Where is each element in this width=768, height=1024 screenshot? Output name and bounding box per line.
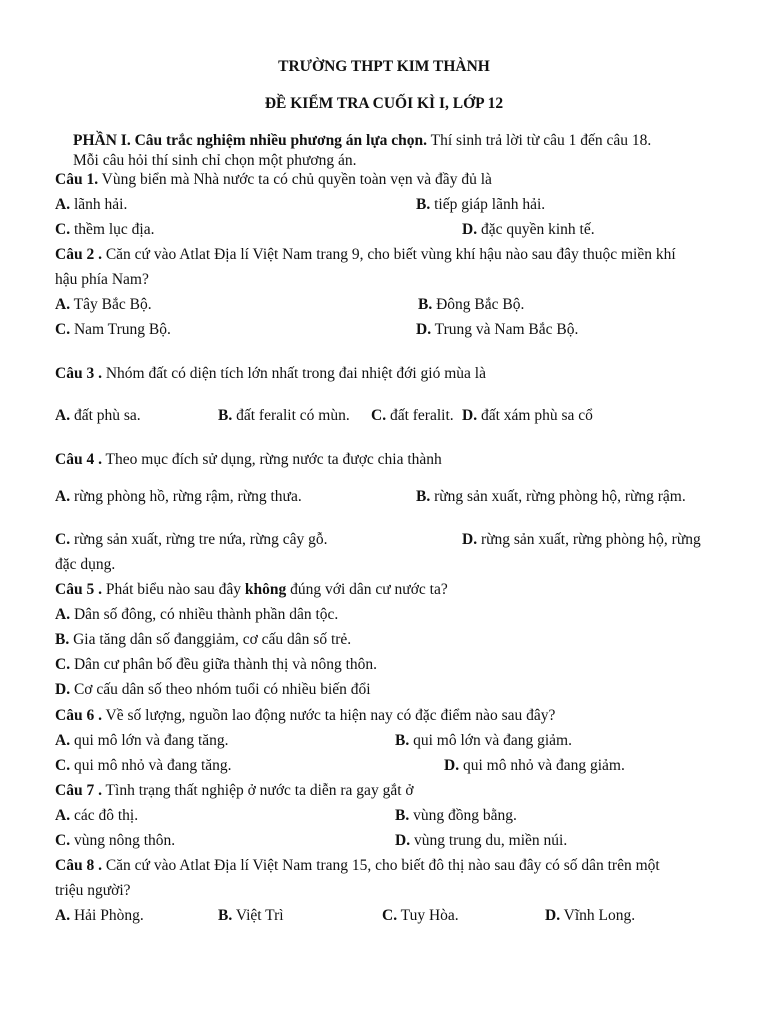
option-key: D.	[416, 321, 432, 338]
option-6b	[395, 731, 572, 751]
question-8	[55, 856, 660, 876]
option-key: D.	[545, 907, 561, 924]
option-text: qui mô nhỏ và đang giảm.	[459, 757, 625, 774]
question-label: Câu 1.	[55, 171, 99, 188]
option-key: A.	[55, 807, 71, 824]
option-text: Tuy Hòa.	[397, 907, 459, 924]
option-text: qui mô lớn và đang tăng.	[70, 732, 229, 749]
option-3d	[462, 406, 593, 426]
option-6c	[55, 756, 232, 776]
school-name: TRƯỜNG THPT KIM THÀNH	[278, 58, 490, 75]
option-key: C.	[55, 221, 71, 238]
option-5b	[55, 630, 351, 650]
section-heading	[73, 131, 651, 151]
option-text: Dân số đông, có nhiều thành phần dân tộc.	[70, 606, 339, 623]
option-key: B.	[395, 732, 410, 749]
option-key: D.	[462, 407, 478, 424]
question-4	[55, 450, 442, 470]
question-7	[55, 781, 414, 801]
option-text: tiếp giáp lãnh hải.	[430, 196, 546, 213]
question-text: Theo mục đích sử dụng, rừng nước ta được chia thành	[101, 451, 442, 468]
option-key: A.	[55, 907, 71, 924]
option-6d	[444, 756, 625, 776]
option-text: rừng phòng hồ, rừng rậm, rừng thưa.	[70, 488, 302, 505]
section-heading-bold: PHẦN I. Câu trắc nghiệm nhiều phương án lựa chọn.	[73, 132, 428, 149]
option-1a	[55, 195, 127, 215]
option-text: Cơ cấu dân số theo nhóm tuổi có nhiều biến đổi	[70, 681, 371, 698]
question-2	[55, 245, 676, 265]
option-key: A.	[55, 196, 71, 213]
option-text: vùng trung du, miền núi.	[410, 832, 568, 849]
option-8d	[545, 906, 635, 926]
option-4b	[416, 487, 686, 507]
option-key: C.	[55, 321, 71, 338]
question-label: Câu 8 .	[55, 857, 102, 874]
option-text: Dân cư phân bố đều giữa thành thị và nông thôn.	[70, 656, 378, 673]
option-2d	[416, 320, 578, 340]
question-6	[55, 706, 555, 726]
question-label: Câu 4 .	[55, 451, 102, 468]
option-key: A.	[55, 606, 71, 623]
option-text: Vĩnh Long.	[560, 907, 636, 924]
option-text: đất xám phù sa cổ	[477, 407, 593, 424]
option-3a	[55, 406, 141, 426]
question-label: Câu 7 .	[55, 782, 102, 799]
option-text: Tây Bắc Bộ.	[70, 296, 152, 313]
option-key: B.	[218, 907, 233, 924]
option-key: A.	[55, 732, 71, 749]
section-instruction-2: Mỗi câu hỏi thí sinh chỉ chọn một phương án.	[73, 152, 357, 169]
option-key: C.	[371, 407, 387, 424]
question-8-cont: triệu người?	[55, 882, 131, 899]
option-text: qui mô nhỏ và đang tăng.	[70, 757, 232, 774]
option-7a	[55, 806, 138, 826]
question-text: Căn cứ vào Atlat Địa lí Việt Nam trang 9, cho biết vùng khí hậu nào sau đây thuộc miền khí	[101, 246, 676, 263]
option-text: đặc quyền kinh tế.	[477, 221, 595, 238]
option-text: thềm lục địa.	[70, 221, 155, 238]
question-label: Câu 6 .	[55, 707, 102, 724]
option-5a	[55, 605, 338, 625]
option-3b	[218, 406, 350, 426]
option-3c	[371, 406, 454, 426]
option-text: Đông Bắc Bộ.	[432, 296, 525, 313]
option-text: đất feralit có mùn.	[232, 407, 350, 424]
question-1	[55, 170, 492, 190]
option-key: B.	[416, 488, 431, 505]
option-key: D.	[395, 832, 411, 849]
option-key: D.	[444, 757, 460, 774]
option-text: lãnh hải.	[70, 196, 128, 213]
option-key: D.	[55, 681, 71, 698]
option-key: C.	[55, 832, 71, 849]
option-text: vùng nông thôn.	[70, 832, 176, 849]
option-key: B.	[418, 296, 433, 313]
option-4a	[55, 487, 302, 507]
option-key: A.	[55, 296, 71, 313]
option-4d	[462, 530, 701, 550]
question-text: Vùng biển mà Nhà nước ta có chủ quyền toàn vẹn và đầy đủ là	[98, 171, 492, 188]
option-text: rừng sản xuất, rừng tre nứa, rừng cây gỗ.	[70, 531, 328, 548]
option-text: các đô thị.	[70, 807, 139, 824]
option-1b	[416, 195, 545, 215]
question-text: Tình trạng thất nghiệp ở nước ta diễn ra gay gắt ở	[101, 782, 414, 799]
option-5c	[55, 655, 377, 675]
option-text: vùng đồng bằng.	[409, 807, 517, 824]
option-key: C.	[382, 907, 398, 924]
option-text: đất phù sa.	[70, 407, 141, 424]
option-key: C.	[55, 531, 71, 548]
option-key: A.	[55, 407, 71, 424]
option-text: Gia tăng dân số đanggiảm, cơ cấu dân số trẻ.	[69, 631, 352, 648]
question-text-emphasis: không	[244, 581, 287, 598]
section-instruction-1: Thí sinh trả lời từ câu 1 đến câu 18.	[427, 132, 652, 149]
option-7b	[395, 806, 517, 826]
question-5	[55, 580, 448, 600]
question-text: Nhóm đất có diện tích lớn nhất trong đai nhiệt đới gió mùa là	[101, 365, 486, 382]
option-7d	[395, 831, 567, 851]
option-key: C.	[55, 757, 71, 774]
question-2-cont: hậu phía Nam?	[55, 271, 149, 288]
option-key: A.	[55, 488, 71, 505]
option-1d	[462, 220, 595, 240]
question-label: Câu 3 .	[55, 365, 102, 382]
option-text: qui mô lớn và đang giảm.	[409, 732, 572, 749]
option-text: đất feralit.	[386, 407, 454, 424]
option-key: B.	[416, 196, 431, 213]
option-8c	[382, 906, 459, 926]
exam-title: ĐỀ KIỂM TRA CUỐI KÌ I, LỚP 12	[264, 95, 504, 112]
question-3	[55, 364, 486, 384]
option-1c	[55, 220, 154, 240]
question-text-pre: Phát biểu nào sau đây	[101, 581, 245, 598]
question-label: Câu 2 .	[55, 246, 102, 263]
option-key: B.	[55, 631, 70, 648]
option-6a	[55, 731, 229, 751]
question-text: Căn cứ vào Atlat Địa lí Việt Nam trang 15, cho biết đô thị nào sau đây có số dân trên một	[101, 857, 660, 874]
option-text: Việt Trì	[232, 907, 284, 924]
option-5d	[55, 680, 371, 700]
option-key: C.	[55, 656, 71, 673]
option-8b	[218, 906, 284, 926]
question-text: Về số lượng, nguồn lao động nước ta hiện nay có đặc điểm nào sau đây?	[101, 707, 556, 724]
option-key: D.	[462, 531, 478, 548]
option-key: B.	[395, 807, 410, 824]
option-text: rừng sản xuất, rừng phòng hộ, rừng	[477, 531, 701, 548]
option-2c	[55, 320, 171, 340]
question-text-post: đúng với dân cư nước ta?	[286, 581, 448, 598]
option-4d-cont: đặc dụng.	[55, 556, 116, 573]
option-text: Hải Phòng.	[70, 907, 144, 924]
option-key: B.	[218, 407, 233, 424]
option-8a	[55, 906, 144, 926]
option-2b	[418, 295, 524, 315]
option-7c	[55, 831, 175, 851]
option-text: Trung và Nam Bắc Bộ.	[431, 321, 579, 338]
option-2a	[55, 295, 152, 315]
option-4c	[55, 530, 328, 550]
option-text: rừng sản xuất, rừng phòng hộ, rừng rậm.	[430, 488, 686, 505]
question-label: Câu 5 .	[55, 581, 102, 598]
option-key: D.	[462, 221, 478, 238]
option-text: Nam Trung Bộ.	[70, 321, 171, 338]
